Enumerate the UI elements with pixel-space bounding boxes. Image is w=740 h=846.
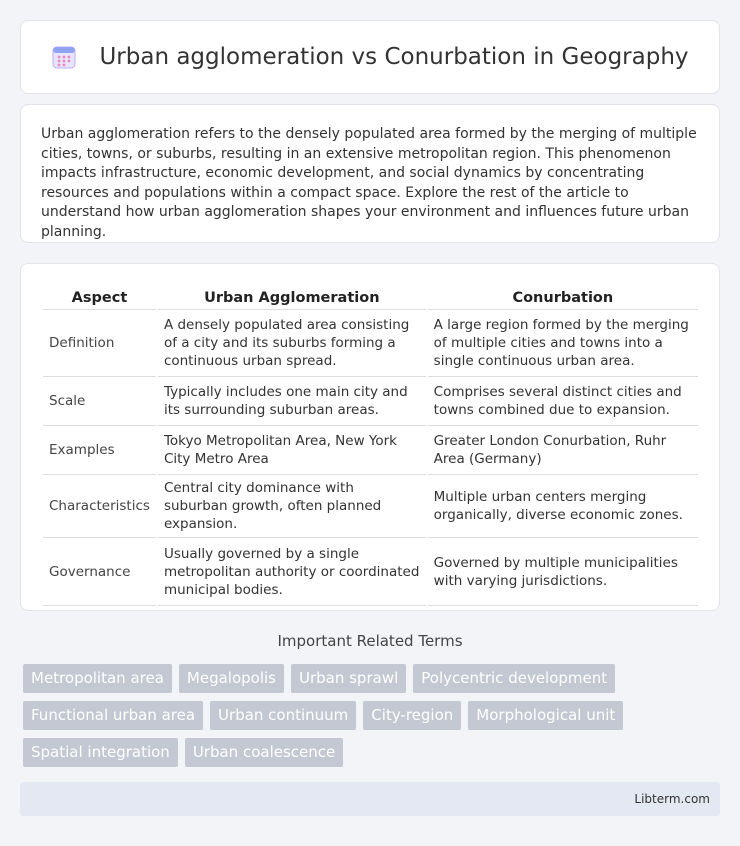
table-row bbox=[43, 538, 698, 606]
comparison-table bbox=[41, 284, 700, 606]
footer bbox=[20, 782, 720, 816]
table-cell: Definition bbox=[43, 310, 156, 377]
table-header-row bbox=[43, 284, 698, 310]
table-cell: Typically includes one main city and its surrounding suburban areas. bbox=[158, 377, 426, 426]
term-tag[interactable]: Functional urban area bbox=[23, 701, 203, 730]
term-tag[interactable]: Urban continuum bbox=[210, 701, 356, 730]
term-tag[interactable]: Polycentric development bbox=[413, 664, 615, 693]
table-cell: A densely populated area consisting of a city and its suburbs forming a continuous urban spread. bbox=[158, 310, 426, 377]
table-row bbox=[43, 377, 698, 426]
table-cell: A large region formed by the merging of multiple cities and towns into a single continuous urban area. bbox=[428, 310, 698, 377]
term-tag[interactable]: Megalopolis bbox=[179, 664, 284, 693]
table-cell: Multiple urban centers merging organically, diverse economic zones. bbox=[428, 475, 698, 538]
page-title: Urban agglomeration vs Conurbation in Geography bbox=[99, 44, 689, 70]
term-tag[interactable]: Urban sprawl bbox=[291, 664, 406, 693]
comparison-card bbox=[20, 263, 720, 611]
table-cell: Central city dominance with suburban growth, often planned expansion. bbox=[158, 475, 426, 538]
column-header: Urban Agglomeration bbox=[158, 284, 426, 310]
calendar-icon bbox=[51, 44, 77, 70]
table-cell: Usually governed by a single metropolitan authority or coordinated municipal bodies. bbox=[158, 538, 426, 606]
table-row bbox=[43, 475, 698, 538]
table-row bbox=[43, 426, 698, 475]
related-terms-list bbox=[23, 664, 723, 767]
term-tag[interactable]: Metropolitan area bbox=[23, 664, 172, 693]
intro-text: Urban agglomeration refers to the densely populated area formed by the merging of multiple cities, towns, or suburbs, resulting in an extensive metropolitan region. This phenomenon impacts infrastructure, economic development, and social dynamics by concentrating resources and populations within a compact space. Explore the rest of the article to understand how urban agglomeration shapes your environment and influences future urban planning. bbox=[41, 126, 697, 240]
column-header: Aspect bbox=[43, 284, 156, 310]
table-cell: Governance bbox=[43, 538, 156, 606]
title-card bbox=[20, 20, 720, 94]
term-tag[interactable]: City-region bbox=[363, 701, 461, 730]
table-cell: Scale bbox=[43, 377, 156, 426]
column-header: Conurbation bbox=[428, 284, 698, 310]
table-cell: Characteristics bbox=[43, 475, 156, 538]
term-tag[interactable]: Urban coalescence bbox=[185, 738, 343, 767]
table-cell: Greater London Conurbation, Ruhr Area (Germany) bbox=[428, 426, 698, 475]
table-cell: Comprises several distinct cities and towns combined due to expansion. bbox=[428, 377, 698, 426]
term-tag[interactable]: Spatial integration bbox=[23, 738, 178, 767]
intro-card bbox=[20, 104, 720, 243]
table-cell: Governed by multiple municipalities with varying jurisdictions. bbox=[428, 538, 698, 606]
table-cell: Examples bbox=[43, 426, 156, 475]
table-row bbox=[43, 310, 698, 377]
footer-link[interactable]: Libterm.com bbox=[634, 792, 710, 806]
term-tag[interactable]: Morphological unit bbox=[468, 701, 623, 730]
related-terms-title: Important Related Terms bbox=[277, 632, 463, 650]
table-cell: Tokyo Metropolitan Area, New York City Metro Area bbox=[158, 426, 426, 475]
